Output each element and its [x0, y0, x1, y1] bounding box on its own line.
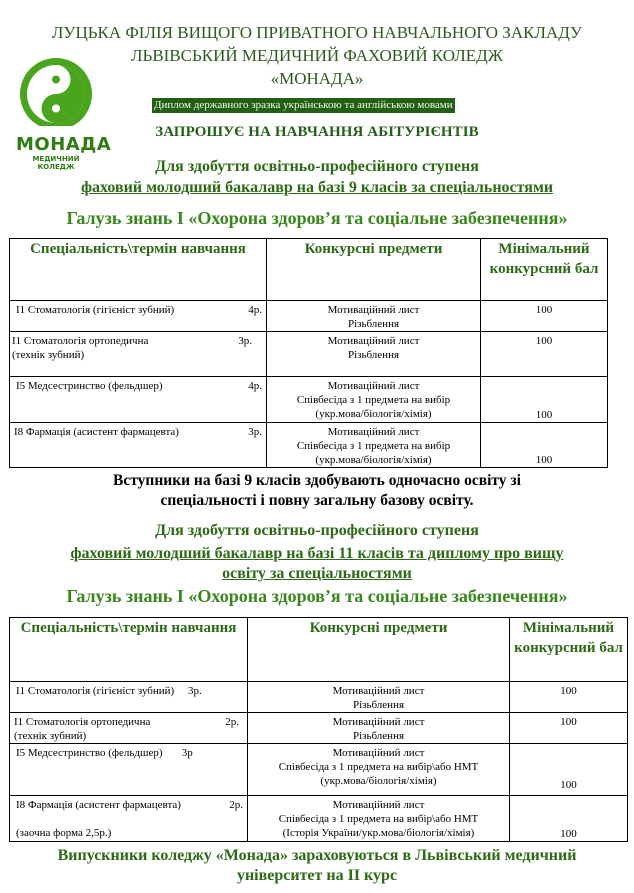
specialty-term: 3р — [181, 747, 193, 759]
specialty-name: І8 Фармація (асистент фармацевта) — [14, 426, 179, 438]
min-score: 100 — [535, 454, 553, 466]
specialty-name: І5 Медсестринство (фельдшер) — [16, 747, 163, 759]
header-min-score: Мінімальний конкурсний бал — [481, 239, 608, 301]
specialty-note: (технік зубний) — [14, 730, 87, 742]
specialty-name: І1 Стоматологія ортопедична — [12, 335, 149, 347]
section2-branch: Галузь знань І «Охорона здоров’я та соціальне забезпечення» — [66, 586, 568, 606]
min-score: 100 — [560, 685, 577, 697]
subject: Мотиваційний лист — [327, 426, 420, 438]
subject: Мотиваційний лист — [332, 716, 425, 728]
subject: (укр.мова/біологія/хімія) — [315, 454, 432, 466]
specialty-term: 3р. — [248, 426, 262, 438]
min-score: 100 — [560, 716, 577, 728]
specialty-name: І1 Стоматологія ортопедична — [14, 716, 151, 728]
college-logo — [14, 56, 112, 171]
subject: Мотиваційний лист — [327, 335, 420, 347]
subject: Співбесіда з 1 предмета на вибір — [296, 440, 451, 452]
footer-line1: Випускники коледжу «Монада» зараховуються в Львівський медичний — [57, 847, 577, 864]
section1-note-line2: спеціальності і повну загальну базову освіту. — [160, 492, 474, 509]
subject: (укр.мова/біологія/хімія) — [315, 408, 432, 420]
diploma-banner: Диплом державного зразка українською та англійською мовами — [154, 99, 453, 111]
specialty-term: 3р. — [238, 335, 252, 347]
header-subjects: Конкурсні предмети — [248, 618, 510, 682]
logo-text: МОНАДА — [16, 134, 112, 155]
section1-heading-line1: Для здобуття освітньо-професійного ступеня — [155, 158, 479, 175]
subject: (укр.мова/біологія/хімія) — [320, 775, 437, 787]
subject: Різьблення — [347, 349, 400, 361]
specialty-term: 2р. — [225, 716, 239, 728]
specialty-name: І1 Стоматологія (гігієніст зубний) — [16, 304, 175, 316]
section1-note-line1: Вступники на базі 9 класів здобувають одночасно освіту зі — [113, 472, 521, 489]
header-min-score: Мінімальний конкурсний бал — [510, 618, 628, 682]
table-row — [10, 713, 628, 744]
specialty-note: (технік зубний) — [12, 349, 85, 361]
table-row — [10, 301, 608, 332]
section1-table — [9, 238, 608, 468]
invite-heading: ЗАПРОШУЄ НА НАВЧАННЯ АБІТУРІЄНТІВ — [155, 124, 479, 140]
specialty-note: (заочна форма 2,5р.) — [16, 827, 112, 839]
min-score: 100 — [560, 779, 577, 791]
specialty-name: І8 Фармація (асистент фармацевта) — [16, 799, 181, 811]
specialty-term: 4р. — [248, 380, 262, 392]
subject: Співбесіда з 1 предмета на вибір — [296, 394, 451, 406]
table-header-row — [10, 618, 628, 682]
subject: Мотиваційний лист — [327, 304, 420, 316]
institution-name-line3: «МОНАДА» — [270, 69, 364, 88]
subject: Різьблення — [352, 730, 405, 742]
table-row — [10, 423, 608, 468]
specialty-term: 4р. — [248, 304, 262, 316]
footer-line2: університет на ІІ курс — [236, 867, 398, 884]
table-row — [10, 744, 628, 796]
institution-name-line1: ЛУЦЬКА ФІЛІЯ ВИЩОГО ПРИВАТНОГО НАВЧАЛЬНОГО ЗАКЛАДУ — [51, 23, 583, 42]
min-score: 100 — [560, 828, 577, 840]
subject: Мотиваційний лист — [332, 799, 425, 811]
section2-heading-line1: Для здобуття освітньо-професійного ступеня — [155, 522, 479, 539]
section2-heading-line2: фаховий молодший бакалавр на базі 11 класів та диплому про вищу — [70, 545, 564, 562]
subject: Мотиваційний лист — [332, 685, 425, 697]
table-row — [10, 682, 628, 713]
header-subjects: Конкурсні предмети — [267, 239, 481, 301]
subject: Різьблення — [352, 699, 405, 711]
min-score: 100 — [535, 335, 553, 347]
specialty-term: 2р. — [229, 799, 243, 811]
section2-table — [9, 617, 628, 842]
specialty-name: І1 Стоматологія (гігієніст зубний) — [16, 685, 175, 697]
subject: Мотиваційний лист — [327, 380, 420, 392]
table-row — [10, 332, 608, 377]
section1-branch: Галузь знань І «Охорона здоров’я та соціальне забезпечення» — [66, 208, 568, 228]
table-row — [10, 796, 628, 842]
subject: (Історія України/укр.мова/біологія/хімія) — [282, 827, 475, 839]
specialty-name: І5 Медсестринство (фельдшер) — [16, 380, 163, 392]
logo-subtext: МЕДИЧНИЙ КОЛЕДЖ — [32, 155, 80, 171]
table-header-row — [10, 239, 608, 301]
subject: Різьблення — [347, 318, 400, 330]
subject: Мотиваційний лист — [332, 747, 425, 759]
subject: Співбесіда з 1 предмета на вибір\або НМТ — [278, 813, 479, 825]
subject: Співбесіда з 1 предмета на вибір\або НМТ — [278, 761, 479, 773]
min-score: 100 — [535, 304, 553, 316]
section2-heading-line3: освіту за спеціальностями — [222, 565, 412, 582]
header-specialty: Спеціальність\термін навчання — [10, 618, 248, 682]
min-score: 100 — [535, 409, 553, 421]
specialty-term: 3р. — [187, 685, 202, 697]
header-specialty: Спеціальність\термін навчання — [10, 239, 267, 301]
section1-heading-line2: фаховий молодший бакалавр на базі 9 класів за спеціальностями — [80, 179, 554, 196]
institution-name-line2: ЛЬВІВСЬКИЙ МЕДИЧНИЙ ФАХОВИЙ КОЛЕДЖ — [131, 46, 503, 65]
table-row — [10, 377, 608, 423]
